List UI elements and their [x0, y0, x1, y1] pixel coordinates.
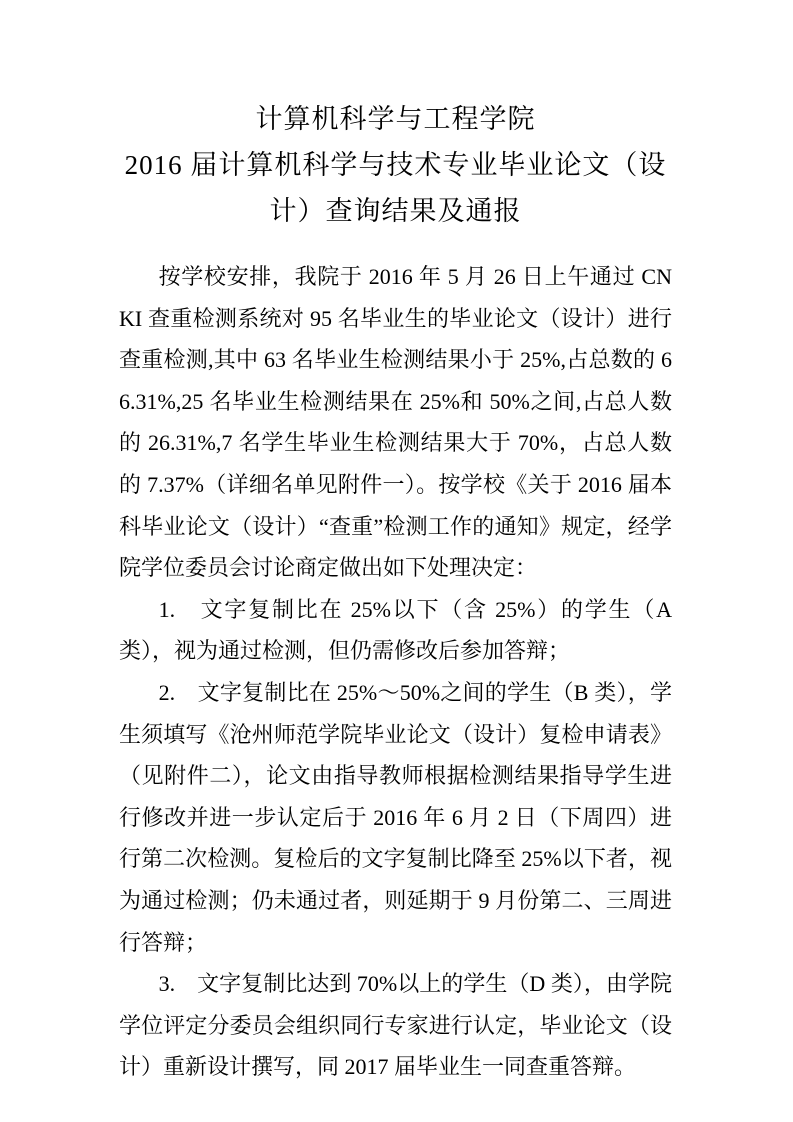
title-line-notice: 2016 届计算机科学与技术专业毕业论文（设计）查询结果及通报 [124, 150, 667, 226]
document-title [119, 96, 672, 234]
paragraph-intro: 按学校安排，我院于 2016 年 5 月 26 日上午通过 CNKI 查重检测系统对 95 名毕业生的毕业论文（设计）进行查重检测,其中 63 名毕业生检测结果小于 25%,占总数的 66.31%,25 名毕业生检测结果在 25%和 50%之间,占总人数的 26.31%,7 名学生毕业生检测结果大于 70%，占总人数的 7.37%（详细名单见附件一）。按学校《关于 2016 届本科毕业论文（设计）“查重”检测工作的通知》规定，经学院学位委员会讨论商定做出如下处理决定： [119, 264, 672, 581]
document-body [119, 256, 672, 1088]
paragraph-item-3: 3. 文字复制比达到 70%以上的学生（D 类），由学院学位评定分委员会组织同行专家进行认定，毕业论文（设计）重新设计撰写，同 2017 届毕业生一同查重答辩。 [119, 971, 672, 1080]
paragraph-item-2: 2. 文字复制比在 25%～50%之间的学生（B 类），学生须填写《沧州师范学院毕业论文（设计）复检申请表》（见附件二），论文由指导教师根据检测结果指导学生进行修改并进一步认定后于 2016 年 6 月 2 日（下周四）进行第二次检测。复检后的文字复制比降至 25%以下者，视为通过检测；仍未通过者，则延期于 9 月份第二、三周进行答辩； [119, 679, 672, 955]
paragraph-item-1: 1. 文字复制比在 25%以下（含 25%）的学生（A 类），视为通过检测，但仍需修改后参加答辩； [119, 596, 672, 664]
title-line-college: 计算机科学与工程学院 [255, 104, 536, 134]
